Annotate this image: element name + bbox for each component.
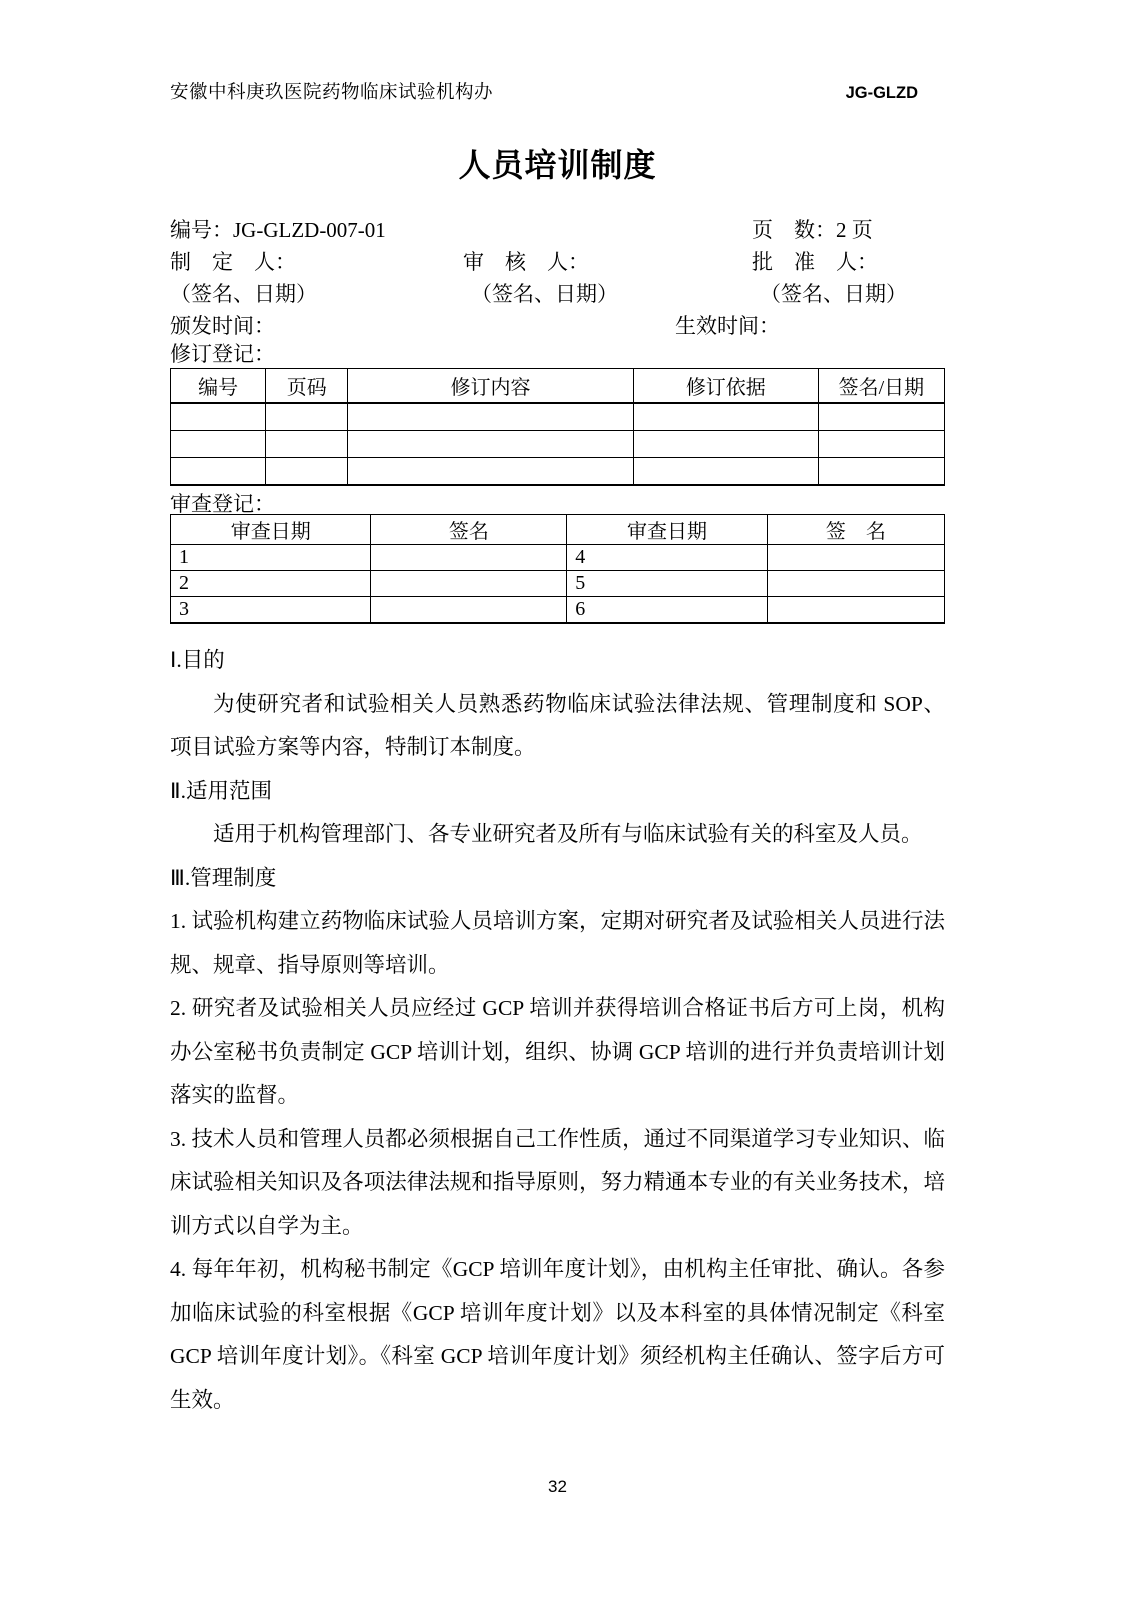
- meta-row-times: [170, 310, 945, 342]
- page-header: [170, 78, 918, 104]
- document-title: 人员培训制度: [458, 147, 657, 183]
- table-cell: [171, 458, 266, 486]
- table-header-cell: 修订依据: [633, 369, 818, 404]
- table-header-cell: 页码: [266, 369, 348, 404]
- review-table-header-row: [171, 515, 945, 545]
- page-footer: [170, 1477, 945, 1497]
- page-number: 32: [548, 1477, 567, 1496]
- table-row: [171, 458, 945, 486]
- table-header-cell: 签 名: [767, 515, 944, 545]
- paragraph: 4. 每年年初，机构秘书制定《GCP 培训年度计划》，由机构主任审批、确认。各参加临床试验的科室根据《GCP 培训年度计划》以及本科室的具体情况制定《科室 GCP 培训年度计划》。《科室 GCP 培训年度计划》须经机构主任确认、签字后方可生效。: [170, 1257, 945, 1412]
- table-cell: [348, 403, 634, 431]
- header-doc-code: JG-GLZD: [845, 84, 918, 102]
- review-table: [170, 514, 945, 624]
- table-cell: [767, 545, 944, 571]
- issue-time-label: 颁发时间：: [170, 314, 275, 338]
- revision-table: [170, 368, 945, 486]
- table-cell: [371, 597, 567, 624]
- section-heading-purpose: Ⅰ.目的: [170, 648, 225, 672]
- table-cell: [348, 431, 634, 458]
- table-cell: [371, 571, 567, 597]
- table-row: [171, 431, 945, 458]
- sign-date-note: （签名、日期）: [471, 282, 618, 306]
- table-cell: [767, 571, 944, 597]
- table-row: [171, 597, 945, 624]
- meta-row-number: [170, 214, 945, 246]
- table-cell: 3: [171, 597, 371, 624]
- table-row: [171, 571, 945, 597]
- table-cell: [266, 403, 348, 431]
- paragraph: 1. 试验机构建立药物临床试验人员培训方案，定期对研究者及试验相关人员进行法规、规章、指导原则等培训。: [170, 909, 945, 977]
- table-cell: [633, 403, 818, 431]
- table-header-cell: 审查日期: [567, 515, 767, 545]
- table-cell: 2: [171, 571, 371, 597]
- sign-date-note: （签名、日期）: [170, 282, 317, 306]
- page-count: 页 数：2 页: [752, 218, 873, 242]
- table-header-cell: 修订内容: [348, 369, 634, 404]
- meta-row-sign-notes: [170, 278, 945, 310]
- table-cell: [171, 431, 266, 458]
- table-cell: [818, 431, 944, 458]
- section-heading-scope: Ⅱ.适用范围: [170, 778, 272, 803]
- table-cell: 4: [567, 545, 767, 571]
- table-cell: 1: [171, 545, 371, 571]
- table-cell: [767, 597, 944, 624]
- table-cell: [266, 431, 348, 458]
- table-row: [171, 545, 945, 571]
- reviewer-label: 审 核 人：: [463, 250, 589, 274]
- section-heading-rules: Ⅲ.管理制度: [170, 865, 277, 890]
- document-body: [170, 639, 945, 1422]
- table-cell: [371, 545, 567, 571]
- paragraph: 适用于机构管理部门、各专业研究者及所有与临床试验有关的科室及人员。: [213, 822, 923, 846]
- table-row: [171, 403, 945, 431]
- header-institution-text: 安徽中科庚玖医院药物临床试验机构办: [170, 83, 494, 103]
- table-cell: [633, 458, 818, 486]
- table-header-cell: 审查日期: [171, 515, 371, 545]
- meta-row-people: [170, 246, 945, 278]
- table-header-cell: 编号: [171, 369, 266, 404]
- table-cell: [818, 458, 944, 486]
- paragraph: 2. 研究者及试验相关人员应经过 GCP 培训并获得培训合格证书后方可上岗，机构办公室秘书负责制定 GCP 培训计划，组织、协调 GCP 培训的进行并负责培训计划落实的监督。: [170, 996, 945, 1107]
- table-cell: [633, 431, 818, 458]
- table-cell: [348, 458, 634, 486]
- paragraph: 为使研究者和试验相关人员熟悉药物临床试验法律法规、管理制度和 SOP、项目试验方案等内容，特制订本制度。: [170, 691, 945, 759]
- table-cell: 5: [567, 571, 767, 597]
- table-header-cell: 签名/日期: [818, 369, 944, 404]
- approver-label: 批 准 人：: [752, 250, 878, 274]
- revision-table-header-row: [171, 369, 945, 404]
- table-cell: [171, 403, 266, 431]
- effective-time-label: 生效时间：: [675, 314, 780, 338]
- paragraph: 3. 技术人员和管理人员都必须根据自己工作性质，通过不同渠道学习专业知识、临床试验相关知识及各项法律法规和指导原则，努力精通本专业的有关业务技术，培训方式以自学为主。: [170, 1126, 945, 1238]
- sign-date-note: （签名、日期）: [760, 282, 907, 306]
- drafter-label: 制 定 人：: [170, 250, 296, 274]
- doc-number: 编号：JG-GLZD-007-01: [170, 218, 386, 242]
- table-cell: 6: [567, 597, 767, 624]
- table-cell: [266, 458, 348, 486]
- table-header-cell: 签名: [371, 515, 567, 545]
- review-record-label: 审查登记：: [170, 492, 275, 516]
- revision-record-label: 修订登记：: [170, 342, 275, 366]
- document-meta: [170, 214, 945, 342]
- table-cell: [818, 403, 944, 431]
